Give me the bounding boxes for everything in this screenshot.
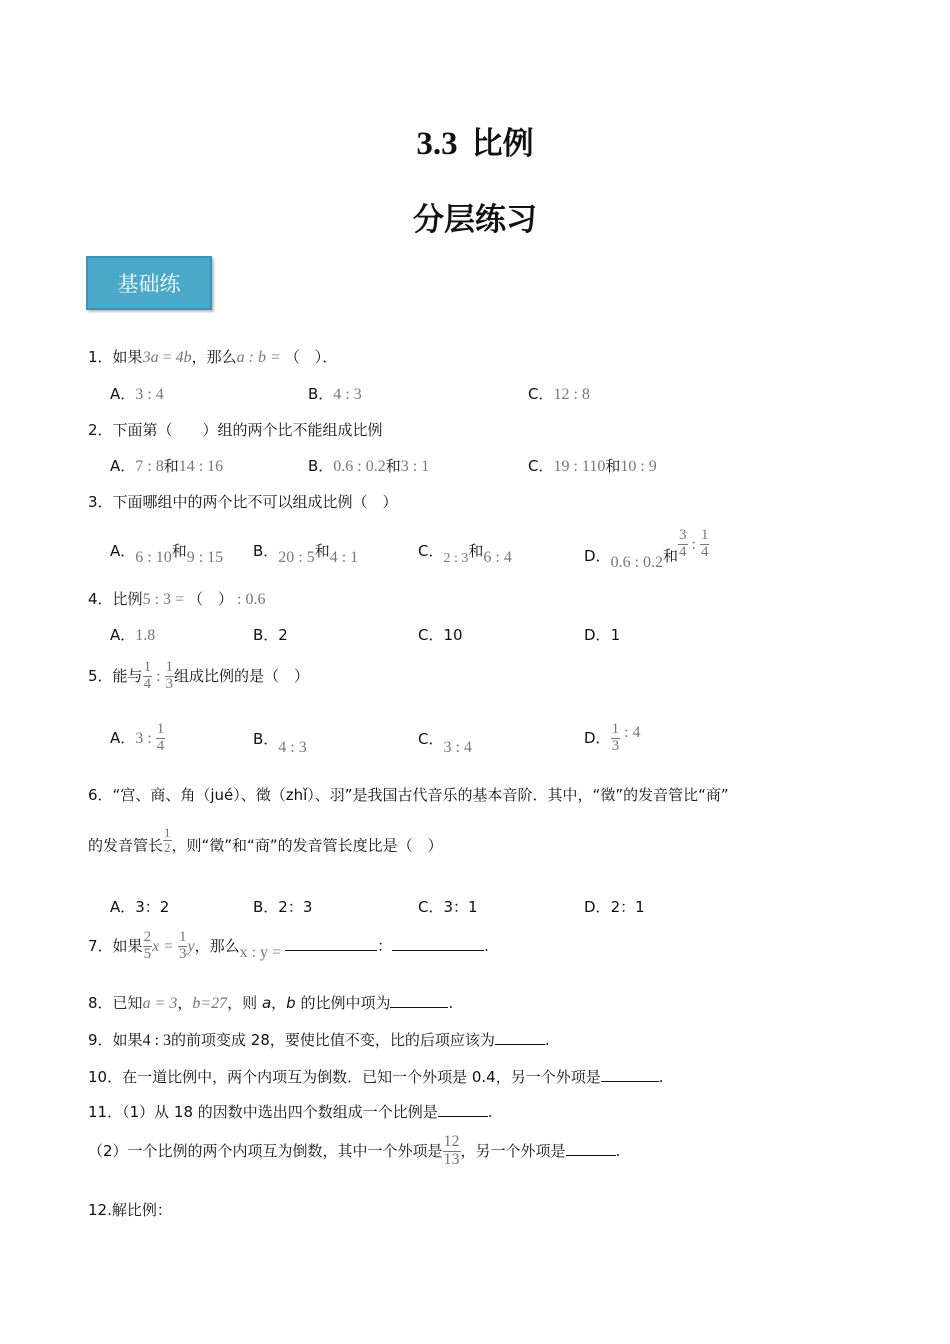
and-word: 和 <box>163 457 179 475</box>
q6-line2-post: ，则“徵”和“商”的发音管长度比是（ ） <box>171 836 443 855</box>
and-word: 和 <box>468 542 484 560</box>
option-label: C． <box>528 385 554 403</box>
question-11 <box>88 1101 493 1122</box>
fraction: $\frac{1}{3}$ <box>178 929 187 962</box>
q9-post: 的前项变成 28，要使比值不变，比的后项应该为 <box>171 1031 495 1049</box>
fraction: $\frac{1}{4}$ <box>143 659 152 692</box>
q3-option-c[interactable] <box>418 540 512 566</box>
answer-blank[interactable] <box>285 936 377 951</box>
question-4 <box>88 588 266 609</box>
q2-option-c[interactable] <box>528 455 657 476</box>
q7-end: . <box>484 936 489 955</box>
option-value: 4 : 3 <box>278 739 307 756</box>
q4-number: 4． <box>88 590 113 608</box>
option-label: C． <box>418 542 444 560</box>
option-label: D． <box>584 898 611 916</box>
option-label: D． <box>584 728 611 747</box>
q1-option-c[interactable] <box>528 383 590 404</box>
option-label: B． <box>308 457 334 475</box>
option-lead: 3 : <box>135 729 156 747</box>
option-label: A． <box>110 728 136 747</box>
q5-option-a[interactable] <box>110 722 165 755</box>
q3-option-b[interactable] <box>253 540 359 566</box>
option-left: 19 : 110 <box>553 458 606 475</box>
q1-option-b[interactable] <box>308 383 362 404</box>
option-label: C． <box>418 626 444 644</box>
question-11-part2 <box>88 1134 620 1169</box>
option-label: A． <box>110 385 136 403</box>
option-label: B． <box>253 730 279 748</box>
option-label: D． <box>584 546 611 565</box>
q5-option-d[interactable] <box>584 722 641 755</box>
q5-option-b[interactable] <box>253 730 307 757</box>
answer-blank[interactable] <box>438 1102 488 1117</box>
q10-text: 在一道比例中，两个内项互为倒数．已知一个外项是 0.4，另一个外项是 <box>122 1068 601 1086</box>
q5-option-c[interactable] <box>418 730 472 757</box>
q1-expr2: a : b = <box>236 349 285 366</box>
option-value: 2：1 <box>610 898 645 916</box>
fraction: $\frac{2}{5}$ <box>143 929 152 962</box>
section-badge: 基础练 <box>86 256 212 310</box>
option-label: A． <box>110 626 136 644</box>
q11-end: . <box>487 1103 493 1121</box>
q10-number: 10． <box>88 1068 123 1086</box>
option-tail: : 4 <box>620 723 641 741</box>
option-value: 1.8 <box>135 627 156 644</box>
q6-line2-pre: 的发音管长 <box>88 836 164 855</box>
q6-option-a[interactable] <box>110 896 169 917</box>
fraction: $\frac{1}{4}$ <box>700 527 709 560</box>
q1-expr-eq: = <box>158 349 176 366</box>
q9-number: 9． <box>88 1031 113 1049</box>
option-left: 0.6 : 0.2 <box>610 553 664 571</box>
and-word: 和 <box>663 546 679 565</box>
option-label: C． <box>418 898 444 916</box>
answer-blank[interactable] <box>495 1030 545 1045</box>
q4-pre: 比例 <box>112 590 143 608</box>
q8-post: 的比例中项为 <box>295 994 391 1012</box>
and-word: 和 <box>171 542 187 560</box>
q7-y: y <box>187 937 195 955</box>
q4-option-b[interactable] <box>253 624 288 645</box>
option-value: 2 <box>278 626 288 644</box>
q7-number: 7． <box>88 936 113 955</box>
q9-expr: 4 : 3 <box>142 1032 172 1049</box>
q7-mid: ，那么 <box>194 936 240 955</box>
option-right: 10 : 9 <box>620 458 657 475</box>
q9-end: . <box>544 1031 550 1049</box>
fraction: $\frac{3}{4}$ <box>679 527 687 560</box>
q8-b: b <box>286 994 296 1012</box>
q4-option-a[interactable] <box>110 624 155 645</box>
answer-blank[interactable] <box>390 993 448 1008</box>
q11-part1: （1）从 18 的因数中选出四个数组成一个比例是 <box>122 1103 438 1121</box>
question-3 <box>88 491 398 512</box>
q8-a-expr: a = 3 <box>142 995 178 1012</box>
option-right: 14 : 16 <box>178 458 224 475</box>
option-value: 10 <box>443 626 463 644</box>
option-right: 3 : 1 <box>400 458 430 475</box>
colon: : <box>687 535 700 553</box>
q2-number: 2． <box>88 421 113 439</box>
q2-option-b[interactable] <box>308 455 429 476</box>
q9-pre: 如果 <box>112 1031 143 1049</box>
q1-option-a[interactable] <box>110 383 164 404</box>
question-2 <box>88 419 383 440</box>
q8-b-expr: b=27 <box>192 995 228 1012</box>
and-word: 和 <box>314 542 330 560</box>
option-value: 2：3 <box>278 898 313 916</box>
option-right: 4 : 1 <box>329 549 359 566</box>
option-label: B． <box>308 385 334 403</box>
page-title <box>0 118 950 163</box>
fraction: $\frac{1}{2}$ <box>164 825 171 855</box>
q8-a: a <box>261 994 272 1012</box>
q6-number: 6． <box>88 786 113 804</box>
question-1 <box>88 346 337 367</box>
option-left: 6 : 10 <box>135 549 172 566</box>
q7-expr: x : y = <box>239 943 286 961</box>
answer-blank[interactable] <box>601 1067 659 1082</box>
q7-pre: 如果 <box>112 936 143 955</box>
answer-blank[interactable] <box>392 936 484 951</box>
option-value: 3：1 <box>443 898 478 916</box>
q4-expr: 5 : 3 = <box>142 591 189 608</box>
option-value: 3 : 4 <box>443 739 472 756</box>
fraction: $\frac{12}{13}$ <box>443 1133 460 1168</box>
q2-text: 下面第（ ）组的两个比不能组成比例 <box>112 421 383 439</box>
q4-paren: （ ） <box>188 590 234 608</box>
q8-comma: ， <box>177 994 193 1012</box>
fraction: $\frac{1}{3}$ <box>165 659 174 692</box>
q10-end: . <box>658 1068 664 1086</box>
q6-option-c[interactable] <box>418 896 478 917</box>
option-label: B． <box>253 898 279 916</box>
q1-post: （ ）． <box>284 348 338 366</box>
q5-pre: 能与 <box>112 666 143 685</box>
q6-option-b[interactable] <box>253 896 312 917</box>
q6-option-d[interactable] <box>584 896 645 917</box>
question-10 <box>88 1066 664 1087</box>
option-label: C． <box>418 730 444 748</box>
option-label: A． <box>110 457 136 475</box>
option-value: 4 : 3 <box>333 386 362 403</box>
option-value: 12 : 8 <box>553 386 590 403</box>
title-word: 比例 <box>471 126 534 162</box>
q4-option-c[interactable] <box>418 624 463 645</box>
q7-colon: ： <box>377 936 393 955</box>
option-left: 7 : 8 <box>135 458 164 475</box>
q8-number: 8． <box>88 994 113 1012</box>
question-12: 12.解比例： <box>88 1201 172 1219</box>
option-left: 0.6 : 0.2 <box>333 458 386 475</box>
question-8 <box>88 992 453 1013</box>
q11-number: 11． <box>88 1103 123 1121</box>
q1-expr-a: 3a <box>142 349 159 366</box>
fraction: $\frac{1}{4}$ <box>156 721 165 754</box>
q7-x-eq: x = <box>152 937 178 955</box>
q8-end: . <box>448 994 454 1012</box>
q8-sep: ， <box>271 994 287 1012</box>
option-value: 1 <box>610 626 621 644</box>
and-word: 和 <box>605 457 621 475</box>
q2-option-a[interactable] <box>110 455 223 476</box>
question-7 <box>88 930 489 963</box>
q1-number: 1． <box>88 348 113 366</box>
q1-expr-b: 4b <box>175 349 192 366</box>
q1-pre: 如果 <box>112 348 143 366</box>
question-6-line2 <box>88 825 443 860</box>
q3-option-d[interactable] <box>584 527 709 571</box>
answer-blank[interactable] <box>566 1141 616 1156</box>
q1-mid: ，那么 <box>191 348 237 366</box>
option-label: D． <box>584 626 611 644</box>
q3-text: 下面哪组中的两个比不可以组成比例（ ） <box>112 493 398 511</box>
q8-pre: 已知 <box>112 994 143 1012</box>
question-5 <box>88 660 309 693</box>
q8-mid: ，则 <box>227 994 262 1012</box>
q3-number: 3． <box>88 493 113 511</box>
option-value: 3 : 4 <box>135 386 164 403</box>
option-left: 20 : 5 <box>278 549 315 566</box>
q6-line1: “宫、商、角（jué）、徵（zhǐ）、羽”是我国古代音乐的基本音阶．其中，“徵”的发音管比“商” <box>112 786 729 804</box>
option-label: C． <box>528 457 554 475</box>
option-label: A． <box>110 542 136 560</box>
fraction: $\frac{1}{3}$ <box>611 721 620 754</box>
q4-option-d[interactable] <box>584 624 620 645</box>
and-word: 和 <box>385 457 401 475</box>
page-subtitle: 分层练习 <box>413 202 537 238</box>
q5-number: 5． <box>88 666 113 685</box>
question-6 <box>88 784 729 805</box>
question-9 <box>88 1029 550 1050</box>
q11-part2-pre: （2）一个比例的两个内项互为倒数，其中一个外项是 <box>88 1141 443 1160</box>
title-number: 3.3 <box>416 126 458 162</box>
option-left: 2 : 3 <box>443 551 469 566</box>
option-label: B． <box>253 542 279 560</box>
option-value: 3：2 <box>135 898 170 916</box>
q4-post: : 0.6 <box>233 591 266 608</box>
option-right: 9 : 15 <box>186 549 224 566</box>
option-label: B． <box>253 626 279 644</box>
option-right: 6 : 4 <box>483 549 512 566</box>
colon: : <box>152 667 165 685</box>
q11-part2-post: ，另一个外项是 <box>460 1141 566 1160</box>
option-label: A． <box>110 898 136 916</box>
q3-option-a[interactable] <box>110 540 224 566</box>
q11-end: . <box>615 1141 621 1160</box>
q5-post: 组成比例的是（ ） <box>174 666 310 685</box>
